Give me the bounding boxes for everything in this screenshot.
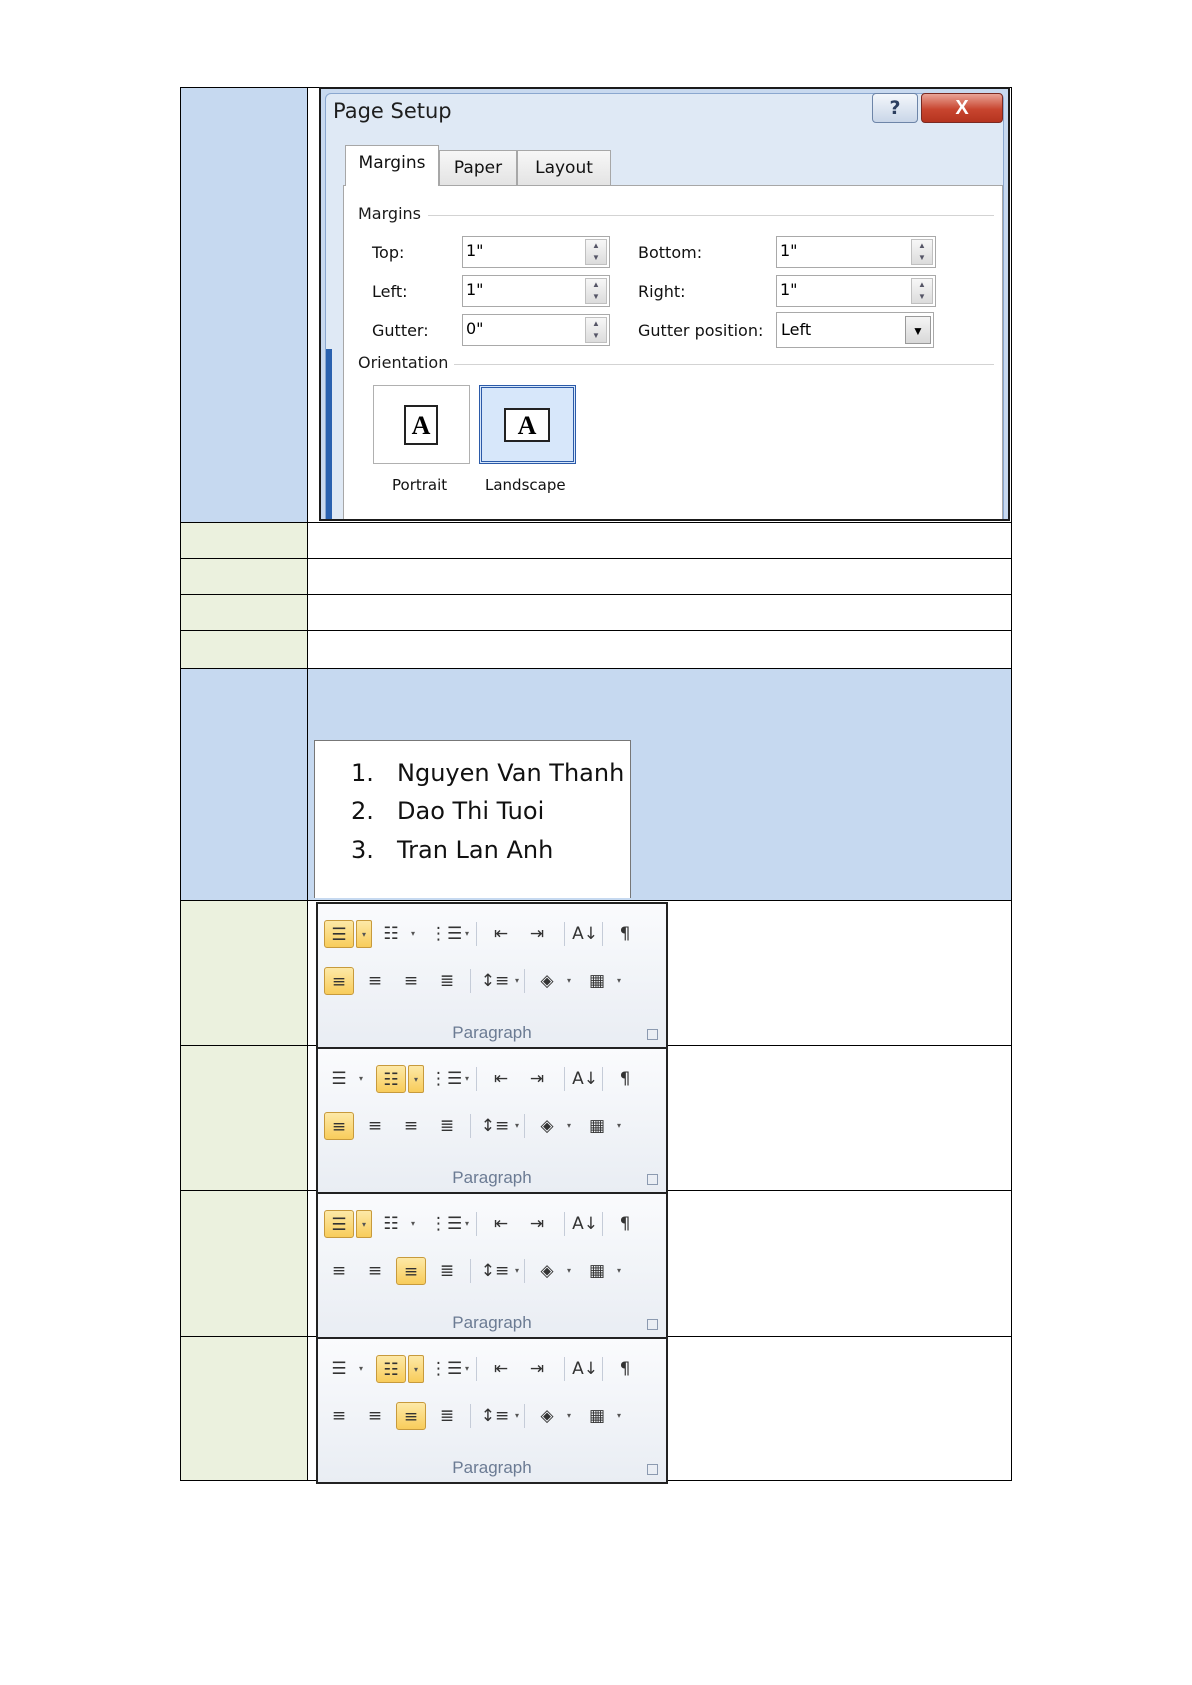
align-left-icon[interactable]: ≡ — [324, 1112, 354, 1140]
bullets-icon[interactable]: ☰ — [331, 1069, 347, 1089]
chevron-down-icon[interactable]: ▾ — [356, 920, 372, 948]
right-margin-input[interactable] — [776, 275, 936, 307]
spin-arrows-icon[interactable]: ▲ ▼ — [585, 317, 607, 343]
increase-indent-icon[interactable]: ⇥ — [529, 1214, 545, 1234]
gutter-position-label: Gutter position: — [638, 321, 764, 340]
paragraph-group-caption: Paragraph — [452, 1168, 532, 1187]
shading-icon[interactable]: ◈ — [540, 1261, 554, 1281]
paragraph-ribbon-group — [316, 902, 668, 1049]
align-right-icon[interactable]: ≡ — [396, 1257, 426, 1285]
table-row-line — [180, 900, 1012, 901]
chevron-down-icon[interactable]: ▾ — [514, 1121, 519, 1130]
align-right-icon[interactable]: ≡ — [396, 1402, 426, 1430]
list-text: Tran Lan Anh — [397, 836, 554, 864]
gutter-position-select[interactable] — [776, 312, 934, 348]
landscape-label: Landscape — [485, 476, 566, 494]
sort-icon[interactable]: A↓ — [572, 1069, 598, 1089]
table-cell-10a — [180, 1336, 307, 1481]
top-margin-value: 1" — [466, 241, 484, 260]
bullets-icon[interactable]: ☰ — [324, 920, 354, 948]
pilcrow-icon[interactable]: ¶ — [619, 1214, 631, 1234]
sort-icon[interactable]: A↓ — [572, 1359, 598, 1379]
chevron-down-icon[interactable]: ▾ — [464, 1219, 469, 1228]
gutter-position-value: Left — [781, 320, 812, 339]
paragraph-ribbon-group — [316, 1192, 668, 1339]
borders-icon[interactable]: ▦ — [588, 1406, 606, 1426]
list-item — [351, 836, 553, 864]
tab-margins[interactable]: Margins — [345, 145, 439, 186]
paragraph-ribbon-group — [316, 1337, 668, 1484]
spin-arrows-icon[interactable]: ▲ ▼ — [585, 239, 607, 265]
chevron-down-icon[interactable]: ▾ — [358, 1074, 363, 1083]
line-spacing-icon[interactable]: ↕≡ — [480, 971, 510, 991]
toolbar-separator — [470, 1404, 471, 1428]
toolbar-separator — [564, 1212, 565, 1236]
toolbar-separator — [470, 969, 471, 993]
left-label: Left: — [372, 282, 408, 301]
toolbar-separator — [564, 922, 565, 946]
list-number: 2. — [351, 797, 374, 825]
portrait-page-icon: A — [404, 405, 438, 445]
toolbar-separator — [564, 1357, 565, 1381]
toolbar-separator — [564, 1067, 565, 1091]
toolbar-separator — [470, 1259, 471, 1283]
borders-icon[interactable]: ▦ — [588, 1116, 606, 1136]
toolbar-separator — [602, 1357, 603, 1381]
borders-icon[interactable]: ▦ — [588, 1261, 606, 1281]
tab-panel — [343, 185, 1003, 521]
numbering-icon[interactable]: ☷ — [376, 1355, 406, 1383]
bottom-margin-input[interactable] — [776, 236, 936, 268]
list-number: 1. — [351, 759, 374, 787]
line-spacing-icon[interactable]: ↕≡ — [480, 1261, 510, 1281]
landscape-page-icon: A — [504, 408, 550, 442]
table-row-line — [180, 668, 1012, 669]
toolbar-separator — [524, 969, 525, 993]
dialog-launcher-icon[interactable] — [647, 1464, 658, 1475]
multilevel-list-icon[interactable]: ⋮☰ — [430, 1214, 463, 1234]
chevron-down-icon[interactable]: ▾ — [464, 1364, 469, 1373]
center-icon[interactable]: ≡ — [367, 1116, 383, 1136]
chevron-down-icon[interactable]: ▾ — [514, 1411, 519, 1420]
multilevel-list-icon[interactable]: ⋮☰ — [430, 1359, 463, 1379]
toolbar-separator — [524, 1404, 525, 1428]
table-cell-7a — [180, 900, 307, 1045]
right-margin-value: 1" — [780, 280, 798, 299]
list-number: 3. — [351, 836, 374, 864]
list-text: Dao Thi Tuoi — [397, 797, 545, 825]
paragraph-ribbon-group — [316, 1047, 668, 1194]
increase-indent-icon[interactable]: ⇥ — [529, 1359, 545, 1379]
chevron-down-icon[interactable]: ▾ — [464, 1074, 469, 1083]
spin-arrows-icon[interactable]: ▲ ▼ — [585, 278, 607, 304]
table-row-line — [180, 594, 1012, 595]
align-left-icon[interactable]: ≡ — [324, 967, 354, 995]
table-border-left — [180, 87, 181, 1481]
toolbar-separator — [602, 922, 603, 946]
help-button[interactable]: ? — [872, 93, 918, 123]
table-cell-5a — [180, 630, 307, 668]
decrease-indent-icon[interactable]: ⇤ — [493, 1214, 509, 1234]
dialog-edge — [326, 349, 332, 519]
chevron-down-icon[interactable]: ▾ — [566, 1411, 571, 1420]
group-divider — [448, 364, 994, 365]
line-spacing-icon[interactable]: ↕≡ — [480, 1406, 510, 1426]
chevron-down-icon[interactable]: ▾ — [408, 1065, 424, 1093]
table-cell-2a — [180, 522, 307, 558]
chevron-down-icon[interactable]: ▾ — [356, 1210, 372, 1238]
align-left-icon[interactable]: ≡ — [331, 1261, 347, 1281]
chevron-down-icon[interactable]: ▾ — [566, 976, 571, 985]
page-setup-dialog — [319, 87, 1010, 521]
table-row-line — [180, 522, 1012, 523]
shading-icon[interactable]: ◈ — [540, 971, 554, 991]
toolbar-separator — [476, 922, 477, 946]
table-cell-6a — [180, 668, 307, 900]
numbering-icon[interactable]: ☷ — [383, 1214, 399, 1234]
toolbar-separator — [476, 1212, 477, 1236]
chevron-down-icon[interactable]: ▾ — [464, 929, 469, 938]
dialog-title: Page Setup — [333, 99, 452, 123]
multilevel-list-icon[interactable]: ⋮☰ — [430, 1069, 463, 1089]
numbering-icon[interactable]: ☷ — [383, 924, 399, 944]
align-right-icon[interactable]: ≡ — [403, 1116, 419, 1136]
top-margin-input[interactable] — [462, 236, 610, 268]
toolbar-separator — [602, 1067, 603, 1091]
justify-icon[interactable]: ≣ — [439, 971, 455, 991]
toolbar-separator — [524, 1114, 525, 1138]
center-icon[interactable]: ≡ — [367, 1261, 383, 1281]
bottom-label: Bottom: — [638, 243, 703, 262]
paragraph-group-caption: Paragraph — [452, 1023, 532, 1042]
increase-indent-icon[interactable]: ⇥ — [529, 1069, 545, 1089]
line-spacing-icon[interactable]: ↕≡ — [480, 1116, 510, 1136]
left-margin-input[interactable] — [462, 275, 610, 307]
multilevel-list-icon[interactable]: ⋮☰ — [430, 924, 463, 944]
tab-paper[interactable]: Paper — [439, 150, 517, 186]
pilcrow-icon[interactable]: ¶ — [619, 1359, 631, 1379]
landscape-button[interactable] — [479, 385, 576, 464]
close-button[interactable]: X — [921, 93, 1003, 123]
table-row-line — [180, 630, 1012, 631]
justify-icon[interactable]: ≣ — [439, 1261, 455, 1281]
align-right-icon[interactable]: ≡ — [403, 971, 419, 991]
shading-icon[interactable]: ◈ — [540, 1406, 554, 1426]
chevron-down-icon[interactable]: ▾ — [566, 1121, 571, 1130]
chevron-down-icon[interactable]: ▾ — [514, 1266, 519, 1275]
top-label: Top: — [372, 243, 405, 262]
table-cell-8a — [180, 1045, 307, 1190]
table-border-mid — [307, 87, 308, 1481]
borders-icon[interactable]: ▦ — [588, 971, 606, 991]
center-icon[interactable]: ≡ — [367, 1406, 383, 1426]
bullets-icon[interactable]: ☰ — [324, 1210, 354, 1238]
portrait-button[interactable] — [373, 385, 470, 464]
numbering-icon[interactable]: ☷ — [376, 1065, 406, 1093]
toolbar-separator — [476, 1357, 477, 1381]
chevron-down-icon[interactable]: ▾ — [616, 976, 621, 985]
shading-icon[interactable]: ◈ — [540, 1116, 554, 1136]
chevron-down-icon[interactable]: ▾ — [616, 1121, 621, 1130]
bottom-margin-value: 1" — [780, 241, 798, 260]
toolbar-separator — [602, 1212, 603, 1236]
bullets-icon[interactable]: ☰ — [331, 1359, 347, 1379]
chevron-down-icon[interactable]: ▾ — [566, 1266, 571, 1275]
sort-icon[interactable]: A↓ — [572, 1214, 598, 1234]
table-cell-1a — [180, 87, 307, 522]
orientation-group-label: Orientation — [358, 353, 454, 372]
group-divider — [428, 215, 994, 216]
numbered-list-sample — [314, 740, 631, 898]
spin-arrows-icon[interactable]: ▲ ▼ — [911, 239, 933, 265]
list-item — [351, 759, 624, 787]
list-item — [351, 797, 544, 825]
list-text: Nguyen Van Thanh — [397, 759, 625, 787]
table-row-line — [180, 558, 1012, 559]
pilcrow-icon[interactable]: ¶ — [619, 1069, 631, 1089]
dialog-launcher-icon[interactable] — [647, 1319, 658, 1330]
justify-icon[interactable]: ≣ — [439, 1406, 455, 1426]
dialog-launcher-icon[interactable] — [647, 1174, 658, 1185]
increase-indent-icon[interactable]: ⇥ — [529, 924, 545, 944]
paragraph-group-caption: Paragraph — [452, 1313, 532, 1332]
pilcrow-icon[interactable]: ¶ — [619, 924, 631, 944]
margins-group-label: Margins — [358, 204, 427, 223]
portrait-label: Portrait — [392, 476, 448, 494]
paragraph-group-caption: Paragraph — [452, 1458, 532, 1477]
decrease-indent-icon[interactable]: ⇤ — [493, 1359, 509, 1379]
table-cell-4a — [180, 594, 307, 630]
chevron-down-icon[interactable]: ▾ — [616, 1411, 621, 1420]
decrease-indent-icon[interactable]: ⇤ — [493, 924, 509, 944]
tab-layout[interactable]: Layout — [517, 150, 611, 186]
spin-arrows-icon[interactable]: ▲ ▼ — [911, 278, 933, 304]
chevron-down-icon[interactable]: ▼ — [905, 316, 931, 344]
gutter-input[interactable] — [462, 314, 610, 346]
gutter-label: Gutter: — [372, 321, 429, 340]
chevron-down-icon[interactable]: ▾ — [514, 976, 519, 985]
center-icon[interactable]: ≡ — [367, 971, 383, 991]
right-label: Right: — [638, 282, 686, 301]
chevron-down-icon[interactable]: ▾ — [408, 1355, 424, 1383]
toolbar-separator — [476, 1067, 477, 1091]
table-cell-9a — [180, 1190, 307, 1336]
left-margin-value: 1" — [466, 280, 484, 299]
decrease-indent-icon[interactable]: ⇤ — [493, 1069, 509, 1089]
table-border-right — [1011, 87, 1012, 1481]
table-cell-3a — [180, 558, 307, 594]
align-left-icon[interactable]: ≡ — [331, 1406, 347, 1426]
justify-icon[interactable]: ≣ — [439, 1116, 455, 1136]
chevron-down-icon[interactable]: ▾ — [616, 1266, 621, 1275]
sort-icon[interactable]: A↓ — [572, 924, 598, 944]
gutter-value: 0" — [466, 319, 484, 338]
toolbar-separator — [470, 1114, 471, 1138]
chevron-down-icon[interactable]: ▾ — [358, 1364, 363, 1373]
toolbar-separator — [524, 1259, 525, 1283]
dialog-launcher-icon[interactable] — [647, 1029, 658, 1040]
chevron-down-icon[interactable]: ▾ — [410, 929, 415, 938]
chevron-down-icon[interactable]: ▾ — [410, 1219, 415, 1228]
